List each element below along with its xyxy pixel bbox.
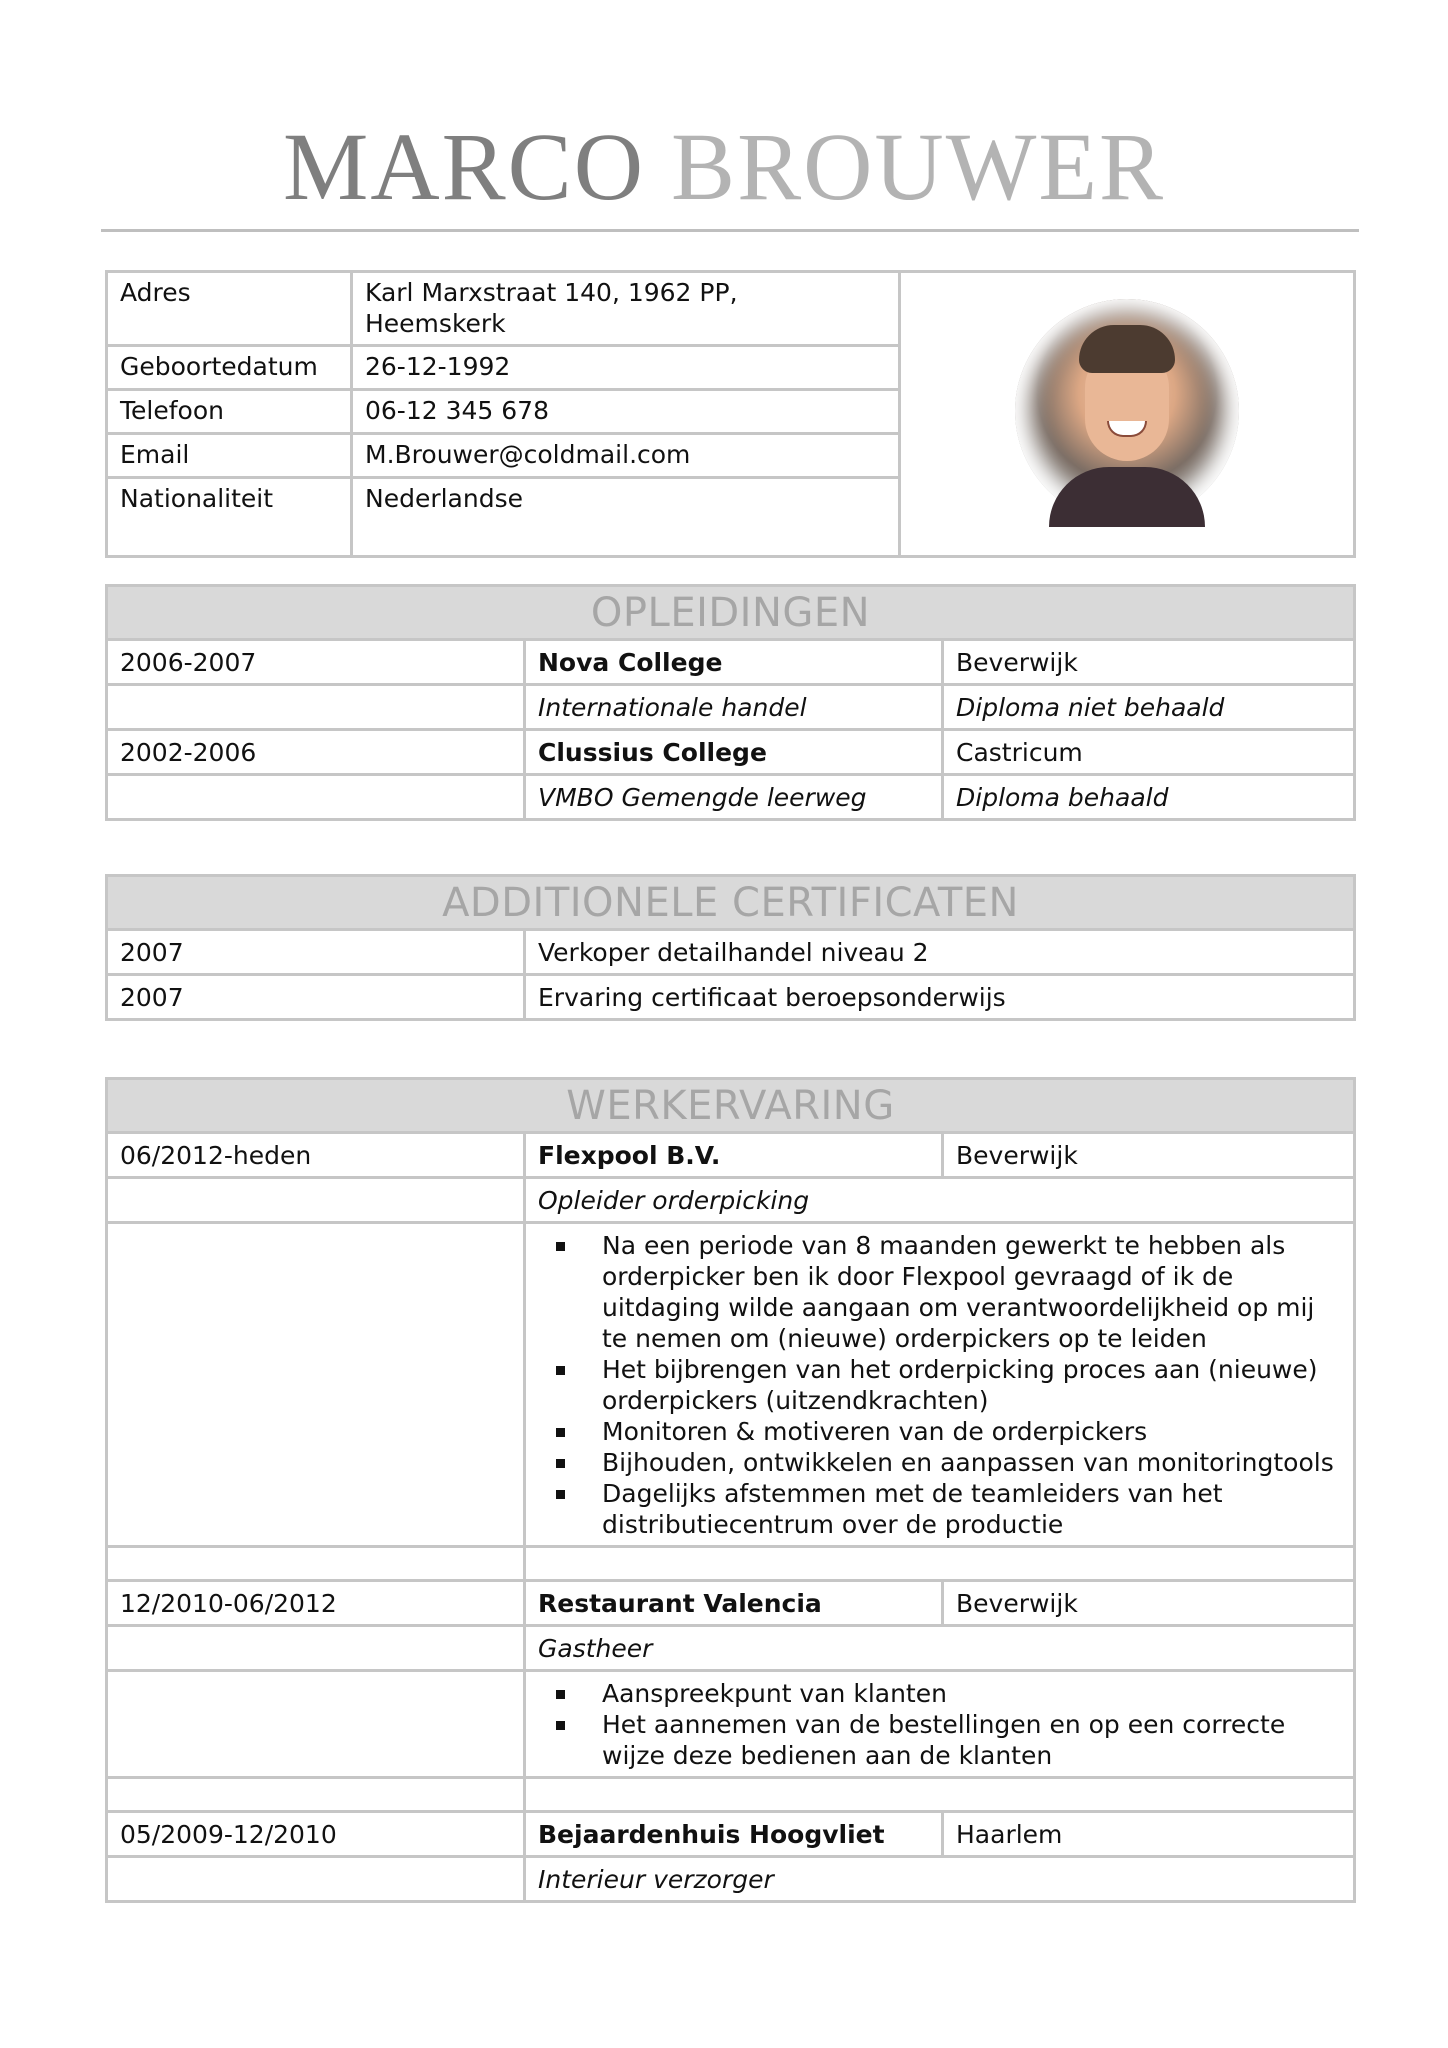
cv-name-heading — [0, 112, 1448, 222]
spacer-row — [107, 1778, 1355, 1812]
empty-cell — [525, 1778, 1355, 1812]
work-period: 06/2012-heden — [107, 1133, 525, 1178]
work-employer: Restaurant Valencia — [525, 1581, 943, 1626]
education-result: Diploma niet behaald — [943, 685, 1355, 730]
duty-item: Het aannemen van de bestellingen en op een correcte wijze deze bedienen aan de klanten — [556, 1709, 1341, 1771]
work-role: Interieur verzorger — [525, 1857, 1355, 1902]
personal-label: Nationaliteit — [107, 478, 352, 557]
personal-label: Telefoon — [107, 390, 352, 434]
empty-cell — [107, 685, 525, 730]
work-duties-cell — [525, 1671, 1355, 1778]
work-duties-row — [107, 1671, 1355, 1778]
work-role: Gastheer — [525, 1626, 1355, 1671]
first-name: MARCO — [282, 113, 646, 220]
certificate-name: Ervaring certificaat beroepsonderwijs — [525, 975, 1355, 1020]
work-period: 12/2010-06/2012 — [107, 1581, 525, 1626]
certificate-name: Verkoper detailhandel niveau 2 — [525, 930, 1355, 975]
work-row — [107, 1178, 1355, 1223]
title-divider — [101, 229, 1359, 232]
personal-value: Nederlandse — [352, 478, 900, 557]
duty-item: Aanspreekpunt van klanten — [556, 1678, 1341, 1709]
certificates-section-title: ADDITIONELE CERTIFICATEN — [107, 876, 1355, 930]
duty-item: Na een periode van 8 maanden gewerkt te hebben als orderpicker ben ik door Flexpool gevraagd of ik de uitdaging wilde aangaan om verantwoordelijkheid op mij te nemen om (nieuwe) orderpickers op te leiden — [556, 1230, 1341, 1354]
work-employer: Bejaardenhuis Hoogvliet — [525, 1812, 943, 1857]
certificate-year: 2007 — [107, 930, 525, 975]
education-years: 2006-2007 — [107, 640, 525, 685]
personal-label: Geboortedatum — [107, 346, 352, 390]
personal-value: 26-12-1992 — [352, 346, 900, 390]
work-row — [107, 1812, 1355, 1857]
personal-details-table — [105, 270, 1356, 558]
personal-value: 06-12 345 678 — [352, 390, 900, 434]
personal-value: Karl Marxstraat 140, 1962 PP, Heemskerk — [352, 272, 900, 346]
duty-item: Het bijbrengen van het orderpicking proces aan (nieuwe) orderpickers (uitzendkrachten) — [556, 1354, 1341, 1416]
work-place: Beverwijk — [943, 1581, 1355, 1626]
education-program: VMBO Gemengde leerweg — [525, 775, 943, 820]
education-place: Castricum — [943, 730, 1355, 775]
certificate-row — [107, 975, 1355, 1020]
education-section-title: OPLEIDINGEN — [107, 586, 1355, 640]
education-row — [107, 730, 1355, 775]
empty-cell — [107, 1178, 525, 1223]
duty-item: Bijhouden, ontwikkelen en aanpassen van monitoringtools — [556, 1447, 1341, 1478]
empty-cell — [107, 1671, 525, 1778]
education-years: 2002-2006 — [107, 730, 525, 775]
certificates-table — [105, 874, 1356, 1021]
education-result: Diploma behaald — [943, 775, 1355, 820]
empty-cell — [107, 1223, 525, 1547]
work-place: Haarlem — [943, 1812, 1355, 1857]
education-school: Nova College — [525, 640, 943, 685]
work-period: 05/2009-12/2010 — [107, 1812, 525, 1857]
empty-cell — [107, 1857, 525, 1902]
profile-photo — [1015, 299, 1239, 523]
education-place: Beverwijk — [943, 640, 1355, 685]
work-section-title: WERKERVARING — [107, 1079, 1355, 1133]
empty-cell — [107, 775, 525, 820]
education-school: Clussius College — [525, 730, 943, 775]
last-name: BROUWER — [671, 113, 1166, 220]
work-row — [107, 1626, 1355, 1671]
work-row — [107, 1133, 1355, 1178]
personal-label: Email — [107, 434, 352, 478]
work-role: Opleider orderpicking — [525, 1178, 1355, 1223]
work-duties-cell — [525, 1223, 1355, 1547]
photo-cell — [900, 272, 1355, 557]
empty-cell — [107, 1547, 525, 1581]
education-table — [105, 584, 1356, 821]
duties-list — [538, 1230, 1341, 1540]
spacer-row — [107, 1547, 1355, 1581]
personal-label: Adres — [107, 272, 352, 346]
duty-item: Dagelijks afstemmen met de teamleiders van het distributiecentrum over de productie — [556, 1478, 1341, 1540]
education-row — [107, 640, 1355, 685]
duties-list — [538, 1678, 1341, 1771]
empty-cell — [107, 1626, 525, 1671]
duty-item: Monitoren & motiveren van de orderpickers — [556, 1416, 1341, 1447]
certificate-row — [107, 930, 1355, 975]
work-duties-row — [107, 1223, 1355, 1547]
work-row — [107, 1857, 1355, 1902]
empty-cell — [525, 1547, 1355, 1581]
certificate-year: 2007 — [107, 975, 525, 1020]
work-row — [107, 1581, 1355, 1626]
work-employer: Flexpool B.V. — [525, 1133, 943, 1178]
work-place: Beverwijk — [943, 1133, 1355, 1178]
education-row — [107, 685, 1355, 730]
work-experience-table — [105, 1077, 1356, 1903]
personal-row — [107, 272, 1355, 346]
education-row — [107, 775, 1355, 820]
personal-value: M.Brouwer@coldmail.com — [352, 434, 900, 478]
empty-cell — [107, 1778, 525, 1812]
education-program: Internationale handel — [525, 685, 943, 730]
